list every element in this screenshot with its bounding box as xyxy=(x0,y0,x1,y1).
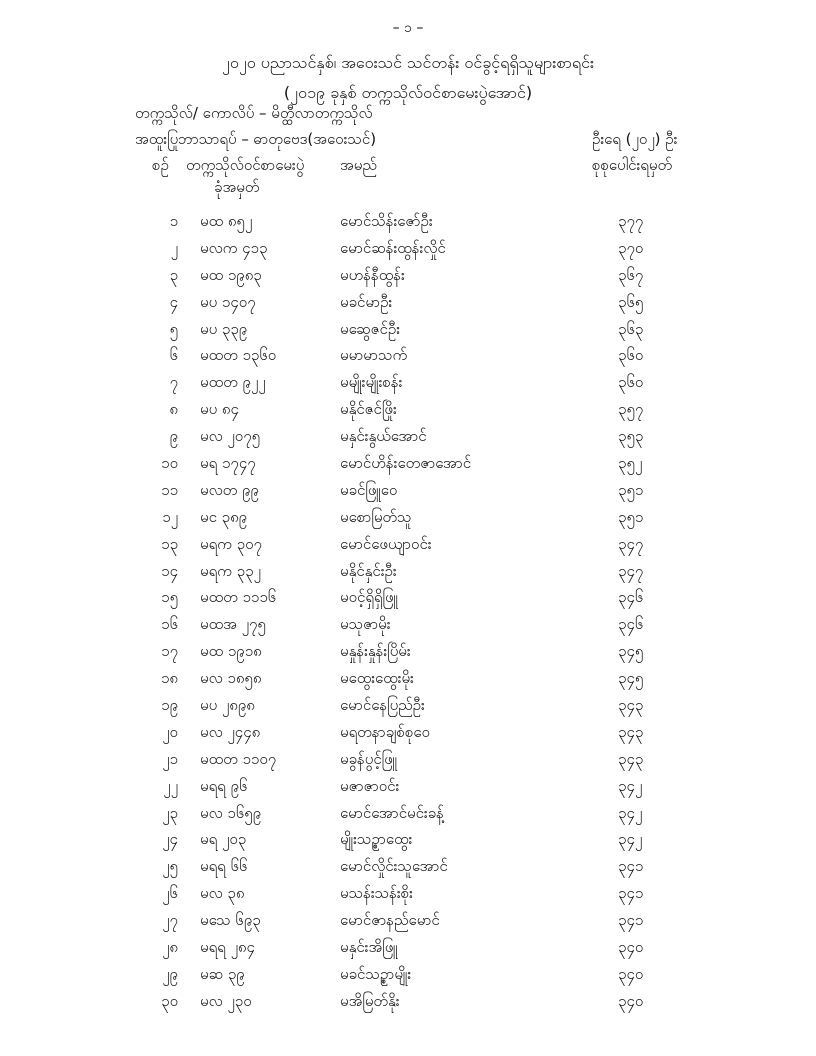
table-row xyxy=(0,477,816,504)
student-name: မနှုန်းနှုန်းပြိမ်း xyxy=(340,642,411,661)
column-header-roll-line2: ခုံအမှတ် xyxy=(214,178,260,196)
student-name: မနိုင်နှင်းဦး xyxy=(340,561,397,580)
roll-number: မထ ၈၅၂ xyxy=(200,212,253,230)
row-number: ၂၄ xyxy=(162,830,178,849)
row-number: ၂၅ xyxy=(162,857,178,876)
roll-number: မပ ၈၄ xyxy=(200,400,239,419)
student-name: မနှင်းနွယ်အောင် xyxy=(340,427,427,446)
student-name: မဆွေဇင်ဦး xyxy=(340,319,400,338)
student-name: မောင်အောင်မင်းခန့် xyxy=(340,803,444,822)
table-row xyxy=(0,692,816,719)
total-score: ၃၇၇ xyxy=(618,212,644,230)
total-score: ၃၄၆ xyxy=(618,588,644,607)
total-score: ၃၆၀ xyxy=(618,373,644,392)
table-row xyxy=(0,988,816,1015)
total-score: ၃၄၃ xyxy=(618,696,644,715)
total-score: ၃၄၀ xyxy=(618,964,644,983)
column-header-no: စဉ် xyxy=(152,156,169,174)
row-number: ၁ xyxy=(169,212,178,230)
roll-number: မင ၃၈၉ xyxy=(200,507,248,526)
row-number: ၁၇ xyxy=(161,642,178,661)
row-number: ၂၉ xyxy=(162,964,178,983)
student-name: မထွေးထွေးမိုး xyxy=(340,669,414,688)
row-number: ၂ xyxy=(170,238,178,257)
roll-number: မရ ၁၇၄၇ xyxy=(200,454,256,473)
roll-number: မရရ ၆၆ xyxy=(200,857,248,876)
roll-number: မရရ ၂၈၄ xyxy=(200,938,255,957)
row-number: ၁၁ xyxy=(161,480,178,499)
row-number: ၁၀ xyxy=(161,454,178,473)
total-score: ၃၄၀ xyxy=(618,938,644,957)
table-row xyxy=(0,262,816,289)
table-row xyxy=(0,584,816,611)
table-row xyxy=(0,773,816,800)
total-score: ၃၅၇ xyxy=(618,400,644,419)
student-name: မခင်ဖြူဝေ xyxy=(340,480,398,499)
student-name: မောင်ဇာနည်မောင် xyxy=(340,911,440,930)
table-row xyxy=(0,235,816,262)
table-row xyxy=(0,450,816,477)
student-name: မသုဇာမိုး xyxy=(340,615,391,634)
row-number: ၄ xyxy=(169,292,178,311)
row-number: ၇ xyxy=(169,373,178,392)
student-name: မခင်သဉ္စာမျိုး xyxy=(340,964,412,983)
student-name: မဇာဇာဝင်း xyxy=(340,776,400,795)
student-name: မောင်သိန်းဇော်ဦး xyxy=(340,212,433,230)
row-number: ၂၃ xyxy=(162,803,178,822)
roll-number: မရ ၂၀၃ xyxy=(200,830,247,849)
row-number: ၁၂ xyxy=(162,507,178,526)
total-score: ၃၇၀ xyxy=(618,238,644,257)
total-score: ၃၄၁ xyxy=(618,857,644,876)
roll-number: မထ ၁၉၈၃ xyxy=(200,265,262,284)
roll-number: မထတ ၁၃၆၀ xyxy=(200,346,277,365)
student-name: မသန်းသန်းစိုး xyxy=(340,884,413,903)
table-row xyxy=(0,826,816,853)
document-subtitle: (၂၀၁၉ ခုနှစ် တက္ကသိုလ်ဝင်စာမေးပွဲအောင်) xyxy=(283,83,533,102)
table-row xyxy=(0,934,816,961)
total-score: ၃၄၆ xyxy=(618,615,644,634)
student-name: မခင်မာဦး xyxy=(340,292,393,311)
roll-number: မပ ၂၈၉၈ xyxy=(200,696,255,715)
column-header-total: စုစုပေါင်းရမှတ် xyxy=(592,156,673,174)
roll-number: မရက ၃၀၇ xyxy=(200,534,262,553)
row-number: ၃ xyxy=(169,265,178,284)
table-row xyxy=(0,342,816,369)
subject-line: အထူးပြုဘာသာရပ် – ဓာတုဗေဒ(အဝေးသင်) xyxy=(135,130,377,148)
column-header-roll: တက္ကသိုလ်ဝင်စာမေးပွဲ xyxy=(186,156,305,174)
total-score: ၃၆၃ xyxy=(618,319,644,338)
table-row xyxy=(0,208,816,235)
row-number: ၁၆ xyxy=(161,615,178,634)
table-row xyxy=(0,800,816,827)
roll-number: မထတ ၁၁၀၇ xyxy=(200,749,277,768)
roll-number: မလ ၂၃၀ xyxy=(200,991,252,1010)
table-row xyxy=(0,961,816,988)
total-score: ၃၆၇ xyxy=(618,265,644,284)
roll-number: မထတ ၉၂၂ xyxy=(200,373,266,392)
student-name: မခွန်ပွင့်ဖြူ xyxy=(340,749,398,768)
roll-number: မလ ၁၆၅၉ xyxy=(200,803,262,822)
total-score: ၃၅၁ xyxy=(618,480,644,499)
table-row xyxy=(0,531,816,558)
student-name: မစောမြတ်သူ xyxy=(340,507,412,526)
row-number: ၂၇ xyxy=(162,911,178,930)
total-score: ၃၅၁ xyxy=(618,507,644,526)
total-score: ၃၆၅ xyxy=(618,292,644,311)
roll-number: မဆ ၃၉ xyxy=(200,964,245,983)
table-row xyxy=(0,719,816,746)
roll-number: မလ ၃၈ xyxy=(200,884,245,903)
table-row xyxy=(0,423,816,450)
table-row xyxy=(0,638,816,665)
student-name: မောင်ဟိန်းတေဇာအောင် xyxy=(340,454,472,473)
row-number: ၉ xyxy=(169,427,178,446)
row-number: ၂၁ xyxy=(162,749,178,768)
roll-number: မလတ ၉၉ xyxy=(200,480,259,499)
roll-number: မသေ ၆၉၃ xyxy=(200,911,261,930)
roll-number: မထ ၁၉၁၈ xyxy=(200,642,262,661)
total-score: ၃၄၃ xyxy=(618,722,644,741)
row-number: ၂၈ xyxy=(162,938,178,957)
row-number: ၂၆ xyxy=(162,884,178,903)
total-score: ၃၄၁ xyxy=(618,884,644,903)
roll-number: မပ ၁၄၀၇ xyxy=(200,292,256,311)
table-row xyxy=(0,396,816,423)
student-name: မမျိုးမျိုးစန်း xyxy=(340,373,403,392)
student-name: မောင်နေပြည်ဦး xyxy=(340,696,425,715)
row-number: ၂၀ xyxy=(162,722,178,741)
roll-number: မလက ၄၁၃ xyxy=(200,238,268,257)
table-row xyxy=(0,289,816,316)
roll-number: မလ ၁၈၅၈ xyxy=(200,669,262,688)
total-score: ၃၄၂ xyxy=(618,776,643,795)
student-name: မောင်ဖေယျာဝင်း xyxy=(340,534,432,553)
row-number: ၆ xyxy=(169,346,178,365)
student-name: မောင်ဆန်းထွန်းလှိုင် xyxy=(340,238,446,257)
total-score: ၃၅၃ xyxy=(618,427,644,446)
total-score: ၃၅၂ xyxy=(618,454,643,473)
total-score: ၃၆၀ xyxy=(618,346,644,365)
table-row xyxy=(0,853,816,880)
student-name: မဟန်နီထွန်း xyxy=(340,265,405,284)
roll-number: မရရ ၉၆ xyxy=(200,776,248,795)
student-name: မနှင်းအိဖြူ xyxy=(340,938,398,957)
student-name: မဝင့်ရှိရှိဖြူ xyxy=(340,588,398,607)
row-number: ၂၂ xyxy=(163,776,178,795)
roll-number: မထတ ၁၁၁၆ xyxy=(200,588,277,607)
roll-number: မထအ ၂၇၅ xyxy=(200,615,266,634)
roll-number: မလ ၂၀၇၅ xyxy=(200,427,261,446)
row-number: ၈ xyxy=(169,400,178,419)
table-row xyxy=(0,611,816,638)
table-row xyxy=(0,558,816,585)
student-name: မျိုးသဥ္စာထွေး xyxy=(340,830,413,849)
table-row xyxy=(0,504,816,531)
total-score: ၃၄၀ xyxy=(618,991,644,1010)
student-count: ဦးရေ (၂၀၂) ဦး xyxy=(592,130,678,148)
row-number: ၃၀ xyxy=(161,991,178,1010)
total-score: ၃၄၇ xyxy=(618,534,644,553)
table-row xyxy=(0,907,816,934)
total-score: ၃၄၂ xyxy=(618,830,643,849)
row-number: ၁၈ xyxy=(160,669,178,688)
row-number: ၁၃ xyxy=(161,534,178,553)
table-row xyxy=(0,746,816,773)
total-score: ၃၄၅ xyxy=(618,669,644,688)
roll-number: မလ ၂၄၄၈ xyxy=(200,722,261,741)
student-table xyxy=(0,208,816,1015)
student-name: မအိမြတ်နိုး xyxy=(340,991,400,1010)
table-row xyxy=(0,880,816,907)
row-number: ၁၅ xyxy=(161,588,178,607)
student-name: မနိုင်ဇင်ဖြိုး xyxy=(340,400,397,419)
total-score: ၃၄၂ xyxy=(618,803,643,822)
table-row xyxy=(0,665,816,692)
document-title: ၂၀၂၀ ပညာသင်နှစ်၊ အဝေးသင် သင်တန်း ဝင်ခွင့်ရရှိသူများစာရင်း xyxy=(222,53,594,72)
university-line: တက္ကသိုလ်/ ကောလိပ် – မိတ္ထီလာတက္ကသိုလ် xyxy=(135,104,373,122)
total-score: ၃၄၁ xyxy=(618,911,644,930)
row-number: ၁၉ xyxy=(161,696,178,715)
total-score: ၃၄၃ xyxy=(618,749,644,768)
roll-number: မရက ၃၃၂ xyxy=(200,561,261,580)
student-name: မမာမာသက် xyxy=(340,346,408,365)
column-header-name: အမည် xyxy=(340,156,377,174)
total-score: ၃၄၅ xyxy=(618,642,644,661)
table-row xyxy=(0,316,816,343)
total-score: ၃၄၇ xyxy=(618,561,644,580)
student-name: မရတနာချစ်စုဝေ xyxy=(340,722,430,741)
student-name: မောင်လှိုင်းသူအောင် xyxy=(340,857,448,876)
row-number: ၁၄ xyxy=(161,561,178,580)
table-row xyxy=(0,369,816,396)
row-number: ၅ xyxy=(169,319,178,338)
roll-number: မပ ၃၃၉ xyxy=(200,319,248,338)
page-number: – ၁ – xyxy=(392,20,424,36)
